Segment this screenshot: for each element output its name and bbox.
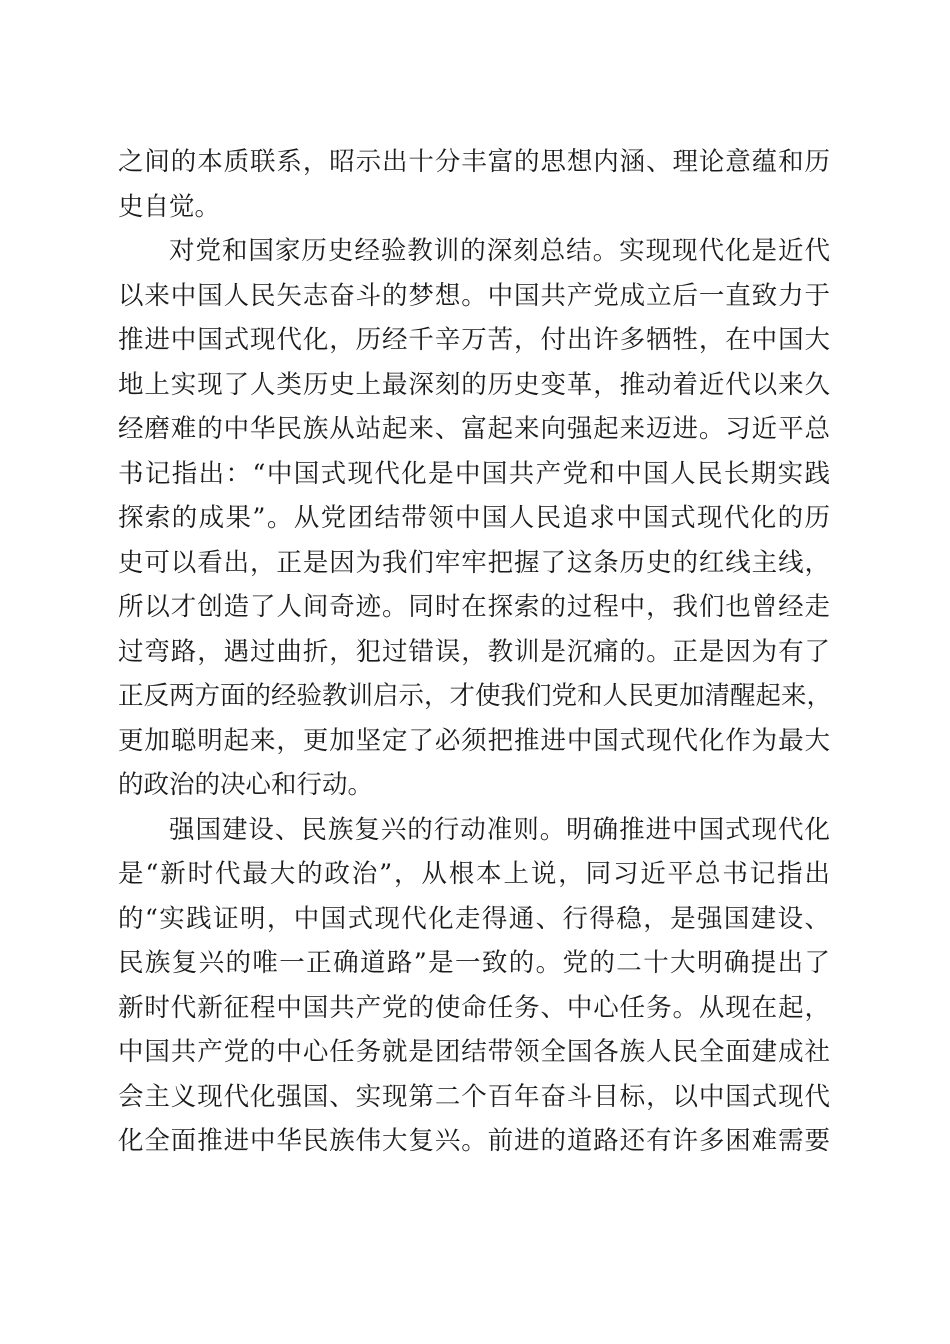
body-text <box>118 140 833 1164</box>
text-line: 所以才创造了人间奇迹。同时在探索的过程中，我们也曾经走 <box>118 592 830 622</box>
text-line: 过弯路，遇过曲折，犯过错误，教训是沉痛的。正是因为有了 <box>118 636 830 667</box>
text-line: 史可以看出，正是因为我们牢牢把握了这条历史的红线主线， <box>118 547 830 578</box>
paragraph-2 <box>118 229 833 808</box>
text-line: 地上实现了人类历史上最深刻的历史变革，推动着近代以来久 <box>118 369 830 400</box>
text-line: 正反两方面的经验教训启示，才使我们党和人民更加清醒起来， <box>118 681 833 711</box>
text-line: 经磨难的中华民族从站起来、富起来向强起来迈进。习近平总 <box>118 414 830 444</box>
text-line: 中国共产党的中心任务就是团结带领全国各族人民全面建成社 <box>118 1037 830 1067</box>
text-line: 推进中国式现代化，历经千辛万苦，付出许多牺牲，在中国大 <box>118 325 830 355</box>
paragraph-1 <box>118 140 830 229</box>
text-line: 是“新时代最大的政治”，从根本上说，同习近平总书记指出 <box>118 859 830 889</box>
text-line: 之间的本质联系，昭示出十分丰富的思想内涵、理论意蕴和历 <box>118 147 830 177</box>
text-line: 的“实践证明，中国式现代化走得通、行得稳，是强国建设、 <box>118 903 830 934</box>
text-line: 民族复兴的唯一正确道路”是一致的。党的二十大明确提出了 <box>118 948 830 978</box>
text-line: 探索的成果”。从党团结带领中国人民追求中国式现代化的历 <box>118 503 830 533</box>
text-line: 强国建设、民族复兴的行动准则。明确推进中国式现代化 <box>169 814 830 845</box>
text-line: 会主义现代化强国、实现第二个百年奋斗目标，以中国式现代 <box>118 1081 830 1112</box>
text-line: 史自觉。 <box>118 191 221 222</box>
text-line: 更加聪明起来，更加坚定了必须把推进中国式现代化作为最大 <box>118 725 830 756</box>
text-line: 对党和国家历史经验教训的深刻总结。实现现代化是近代 <box>169 236 830 266</box>
text-line: 以来中国人民矢志奋斗的梦想。中国共产党成立后一直致力于 <box>118 280 830 311</box>
paragraph-3 <box>118 808 830 1164</box>
text-line: 书记指出：“中国式现代化是中国共产党和中国人民长期实践 <box>118 458 830 489</box>
text-line: 新时代新征程中国共产党的使命任务、中心任务。从现在起， <box>118 992 830 1023</box>
text-line: 的政治的决心和行动。 <box>118 770 374 800</box>
text-line: 化全面推进中华民族伟大复兴。前进的道路还有许多困难需要 <box>118 1126 830 1156</box>
